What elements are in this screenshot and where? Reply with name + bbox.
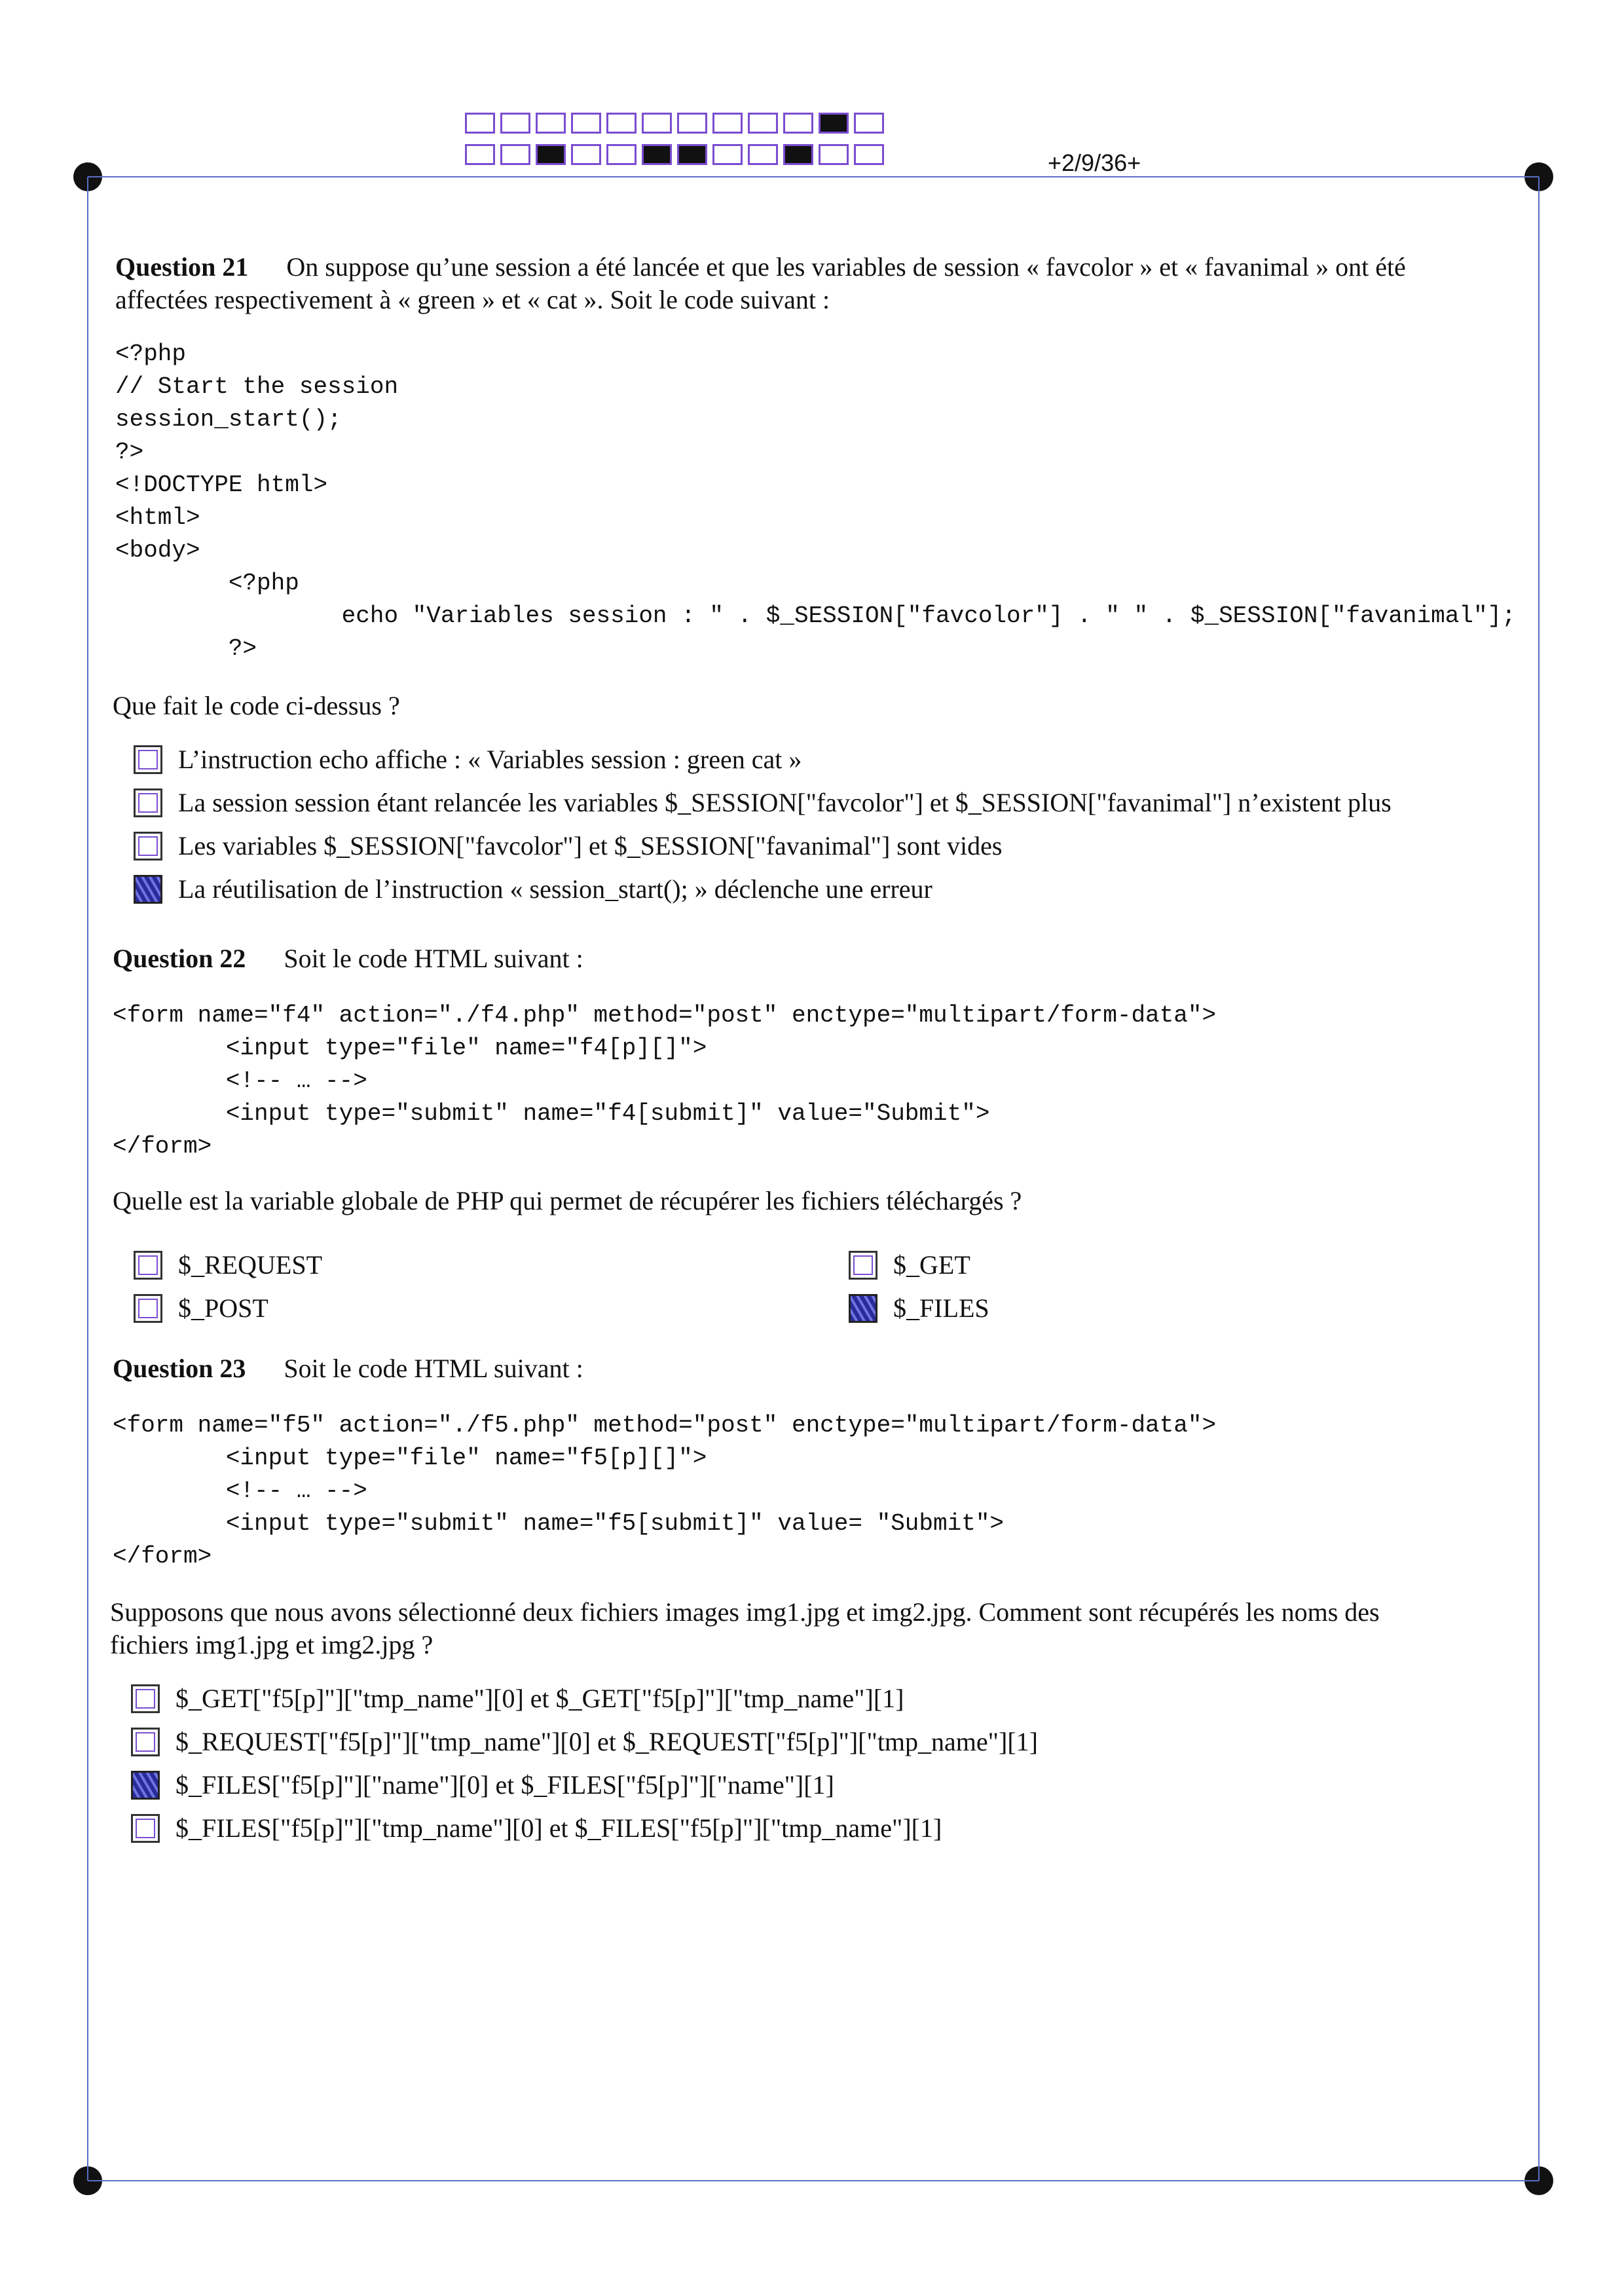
q22-answer-get[interactable] — [849, 1250, 970, 1280]
q21-answer-1[interactable] — [134, 744, 802, 775]
answer-label: $_REQUEST — [178, 1250, 322, 1280]
code-cell — [642, 144, 672, 165]
q21-answer-4[interactable] — [134, 874, 932, 904]
question-23-prompt-2: fichiers img1.jpg et img2.jpg ? — [110, 1630, 434, 1659]
code-cell — [500, 144, 530, 165]
code-cell — [500, 113, 530, 134]
code-cell — [465, 144, 495, 165]
question-21-header — [115, 251, 1523, 283]
frame-right — [1538, 177, 1540, 2181]
code-line: ?> — [115, 635, 257, 662]
page-id: +2/9/36+ — [1048, 149, 1141, 176]
question-23-header — [113, 1353, 583, 1384]
checkbox[interactable] — [134, 1251, 162, 1280]
code-cell — [642, 113, 672, 134]
answer-label: La réutilisation de l’instruction « session_start(); » déclenche une erreur — [178, 874, 932, 904]
answer-label: $_FILES — [893, 1293, 989, 1323]
question-22-code — [113, 999, 1216, 1163]
code-line: <!-- … --> — [113, 1067, 367, 1094]
frame-bottom — [88, 2180, 1539, 2181]
question-21-code — [115, 338, 1516, 665]
code-cell — [854, 113, 884, 134]
question-21-label: Question 21 — [115, 252, 249, 282]
code-cell — [677, 144, 707, 165]
checkbox[interactable] — [134, 745, 162, 774]
question-21-prompt: Que fait le code ci-dessus ? — [113, 691, 400, 720]
checkbox[interactable] — [131, 1728, 160, 1756]
answer-label: La session session étant relancée les variables $_SESSION["favcolor"] et $_SESSION["favanimal"] n’existent plus — [178, 788, 1392, 817]
code-line: echo "Variables session : " . $_SESSION["favcolor"] . " " . $_SESSION["favanimal"]; — [115, 602, 1516, 629]
question-22-header — [113, 943, 583, 974]
code-cell — [677, 113, 707, 134]
answer-label: Les variables $_SESSION["favcolor"] et $_SESSION["favanimal"] sont vides — [178, 831, 1003, 861]
q23-answer-4[interactable] — [131, 1813, 942, 1843]
question-21-text-2: affectées respectivement à « green » et « cat ». Soit le code suivant : — [115, 285, 830, 314]
question-22-text: Soit le code HTML suivant : — [284, 944, 583, 973]
checkbox-checked[interactable] — [849, 1294, 877, 1323]
code-cell — [783, 144, 813, 165]
code-line: <!DOCTYPE html> — [115, 472, 328, 498]
answer-label: L’instruction echo affiche : « Variables session : green cat » — [178, 745, 802, 774]
frame-left — [87, 177, 88, 2181]
code-line: <body> — [115, 537, 200, 564]
checkbox[interactable] — [134, 788, 162, 817]
checkbox[interactable] — [849, 1251, 877, 1280]
code-cell — [783, 113, 813, 134]
code-cell — [819, 113, 849, 134]
answer-label: $_FILES["f5[p]"]["tmp_name"][0] et $_FILES["f5[p]"]["tmp_name"][1] — [175, 1813, 942, 1843]
code-line: </form> — [113, 1133, 212, 1160]
code-cell — [748, 144, 778, 165]
checkbox[interactable] — [134, 832, 162, 861]
code-cell — [819, 144, 849, 165]
checkbox-checked[interactable] — [131, 1771, 160, 1800]
q23-answer-1[interactable] — [131, 1683, 904, 1714]
question-23-text: Soit le code HTML suivant : — [284, 1354, 583, 1383]
code-line: ?> — [115, 439, 144, 466]
code-cell — [571, 113, 601, 134]
answer-label: $_FILES["f5[p]"]["name"][0] et $_FILES["f5[p]"]["name"][1] — [175, 1770, 834, 1800]
code-cell — [854, 144, 884, 165]
code-line: <input type="submit" name="f4[submit]" value="Submit"> — [113, 1100, 990, 1127]
question-23-prompt-1: Supposons que nous avons sélectionné deux fichiers images img1.jpg et img2.jpg. Comment sont récupérés les noms des — [110, 1597, 1380, 1627]
code-line: <form name="f5" action="./f5.php" method="post" enctype="multipart/form-data"> — [113, 1412, 1217, 1439]
code-line: <?php — [115, 570, 299, 597]
q22-answer-request[interactable] — [134, 1250, 322, 1280]
code-cell — [571, 144, 601, 165]
code-cell — [536, 113, 566, 134]
checkbox[interactable] — [131, 1684, 160, 1713]
answer-label: $_GET — [893, 1250, 970, 1280]
checkbox[interactable] — [134, 1294, 162, 1323]
code-cell — [712, 144, 743, 165]
code-cell — [748, 113, 778, 134]
code-cell — [606, 113, 637, 134]
code-line: <form name="f4" action="./f4.php" method="post" enctype="multipart/form-data"> — [113, 1002, 1217, 1029]
q22-answer-files[interactable] — [849, 1293, 989, 1324]
code-cell — [606, 144, 637, 165]
q23-answer-3[interactable] — [131, 1769, 834, 1800]
id-code-row-1 — [465, 113, 889, 134]
code-line: </form> — [113, 1543, 212, 1570]
checkbox[interactable] — [131, 1814, 160, 1843]
checkbox-checked[interactable] — [134, 875, 162, 904]
question-22-label: Question 22 — [113, 944, 246, 973]
code-line: <input type="file" name="f5[p][]"> — [113, 1445, 707, 1472]
code-cell — [712, 113, 743, 134]
code-line: <input type="submit" name="f5[submit]" value= "Submit"> — [113, 1510, 1005, 1537]
code-cell — [536, 144, 566, 165]
code-line: // Start the session — [115, 373, 399, 400]
answer-label: $_REQUEST["f5[p]"]["tmp_name"][0] et $_REQUEST["f5[p]"]["tmp_name"][1] — [175, 1727, 1038, 1756]
question-22-prompt: Quelle est la variable globale de PHP qui permet de récupérer les fichiers téléchargés ? — [113, 1186, 1022, 1215]
q21-answer-2[interactable] — [134, 787, 1392, 818]
question-23-code — [113, 1409, 1216, 1573]
code-line: <html> — [115, 504, 200, 531]
question-23-label: Question 23 — [113, 1354, 246, 1383]
code-line: <!-- … --> — [113, 1477, 367, 1504]
q21-answer-3[interactable] — [134, 830, 1002, 861]
code-line: session_start(); — [115, 406, 342, 433]
question-21-text-1: On suppose qu’une session a été lancée et que les variables de session « favcolor » et « favanimal » ont été — [286, 252, 1406, 282]
frame-top — [88, 176, 1539, 177]
q22-answer-post[interactable] — [134, 1293, 268, 1324]
q23-answer-2[interactable] — [131, 1726, 1038, 1757]
code-cell — [465, 113, 495, 134]
code-line: <?php — [115, 341, 187, 367]
answer-label: $_POST — [178, 1293, 268, 1323]
code-line: <input type="file" name="f4[p][]"> — [113, 1035, 707, 1062]
id-code-row-2 — [465, 144, 889, 165]
answer-label: $_GET["f5[p]"]["tmp_name"][0] et $_GET["f5[p]"]["tmp_name"][1] — [175, 1684, 904, 1713]
